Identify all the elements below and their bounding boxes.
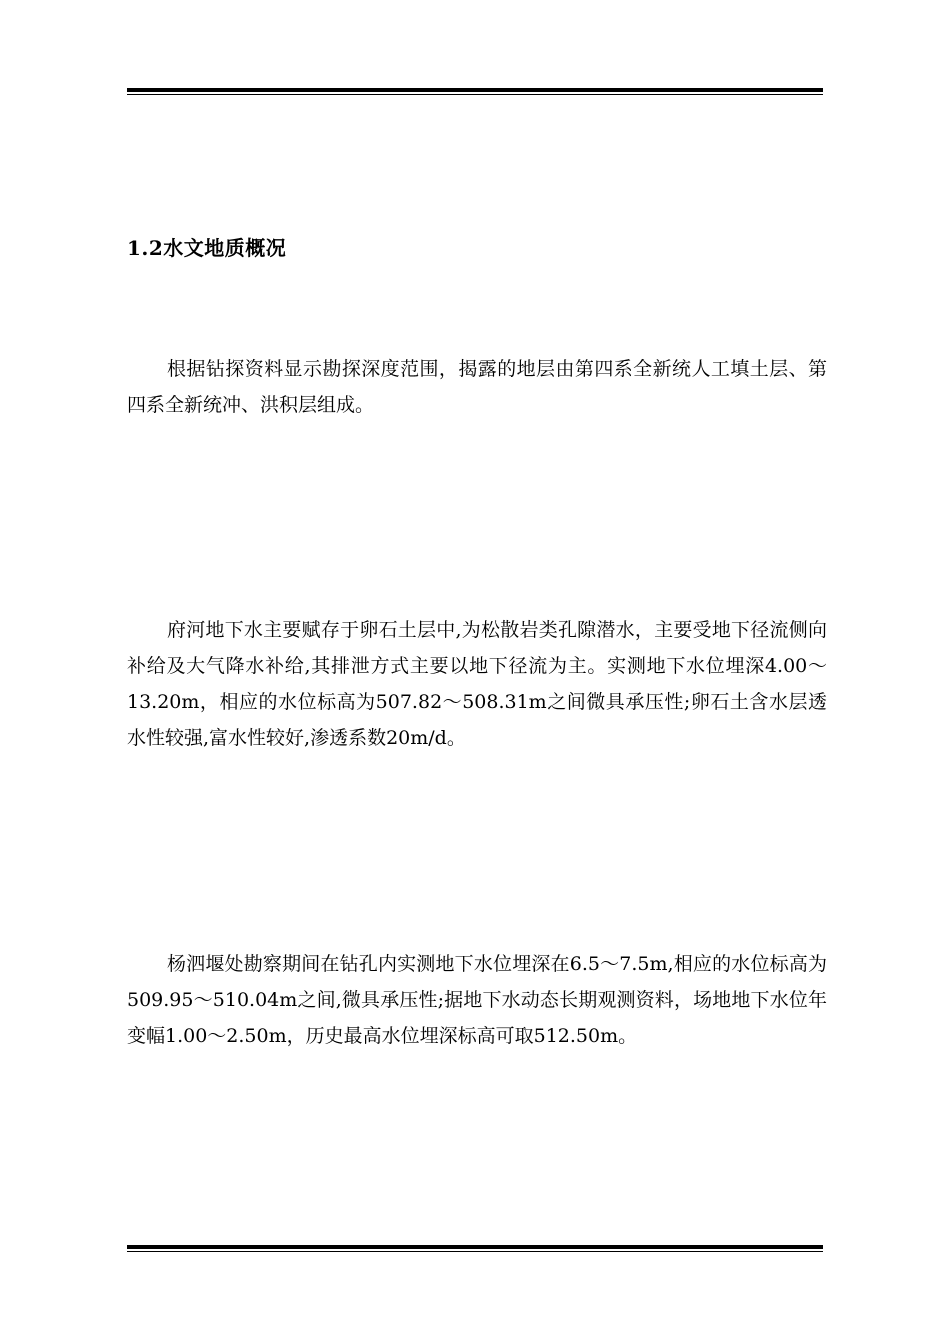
paragraph-fuhe-groundwater: 府河地下水主要赋存于卵石土层中,为松散岩类孔隙潜水，主要受地下径流侧向补给及大气降水补给,其排泄方式主要以地下径流为主。实测地下水位埋深4.00～13.20m，相应的水位标高为507.82～508.31m之间微具承压性;卵石土含水层透水性较强,富水性较好,渗透系数20m/d。 <box>127 619 827 749</box>
paragraph-yangsiyan-groundwater: 杨泗堰处勘察期间在钻孔内实测地下水位埋深在6.5～7.5m,相应的水位标高为509.95～510.04m之间,微具承压性;据地下水动态长期观测资料，场地地下水位年变幅1.00～2.50m，历史最高水位埋深标高可取512.50m。 <box>127 953 827 1047</box>
section-heading: 1.2水文地质概况 <box>127 236 287 260</box>
header-rule <box>127 88 823 95</box>
footer-rule <box>127 1245 823 1252</box>
paragraph-strata: 根据钻探资料显示勘探深度范围，揭露的地层由第四系全新统人工填土层、第四系全新统冲、洪积层组成。 <box>127 358 827 416</box>
